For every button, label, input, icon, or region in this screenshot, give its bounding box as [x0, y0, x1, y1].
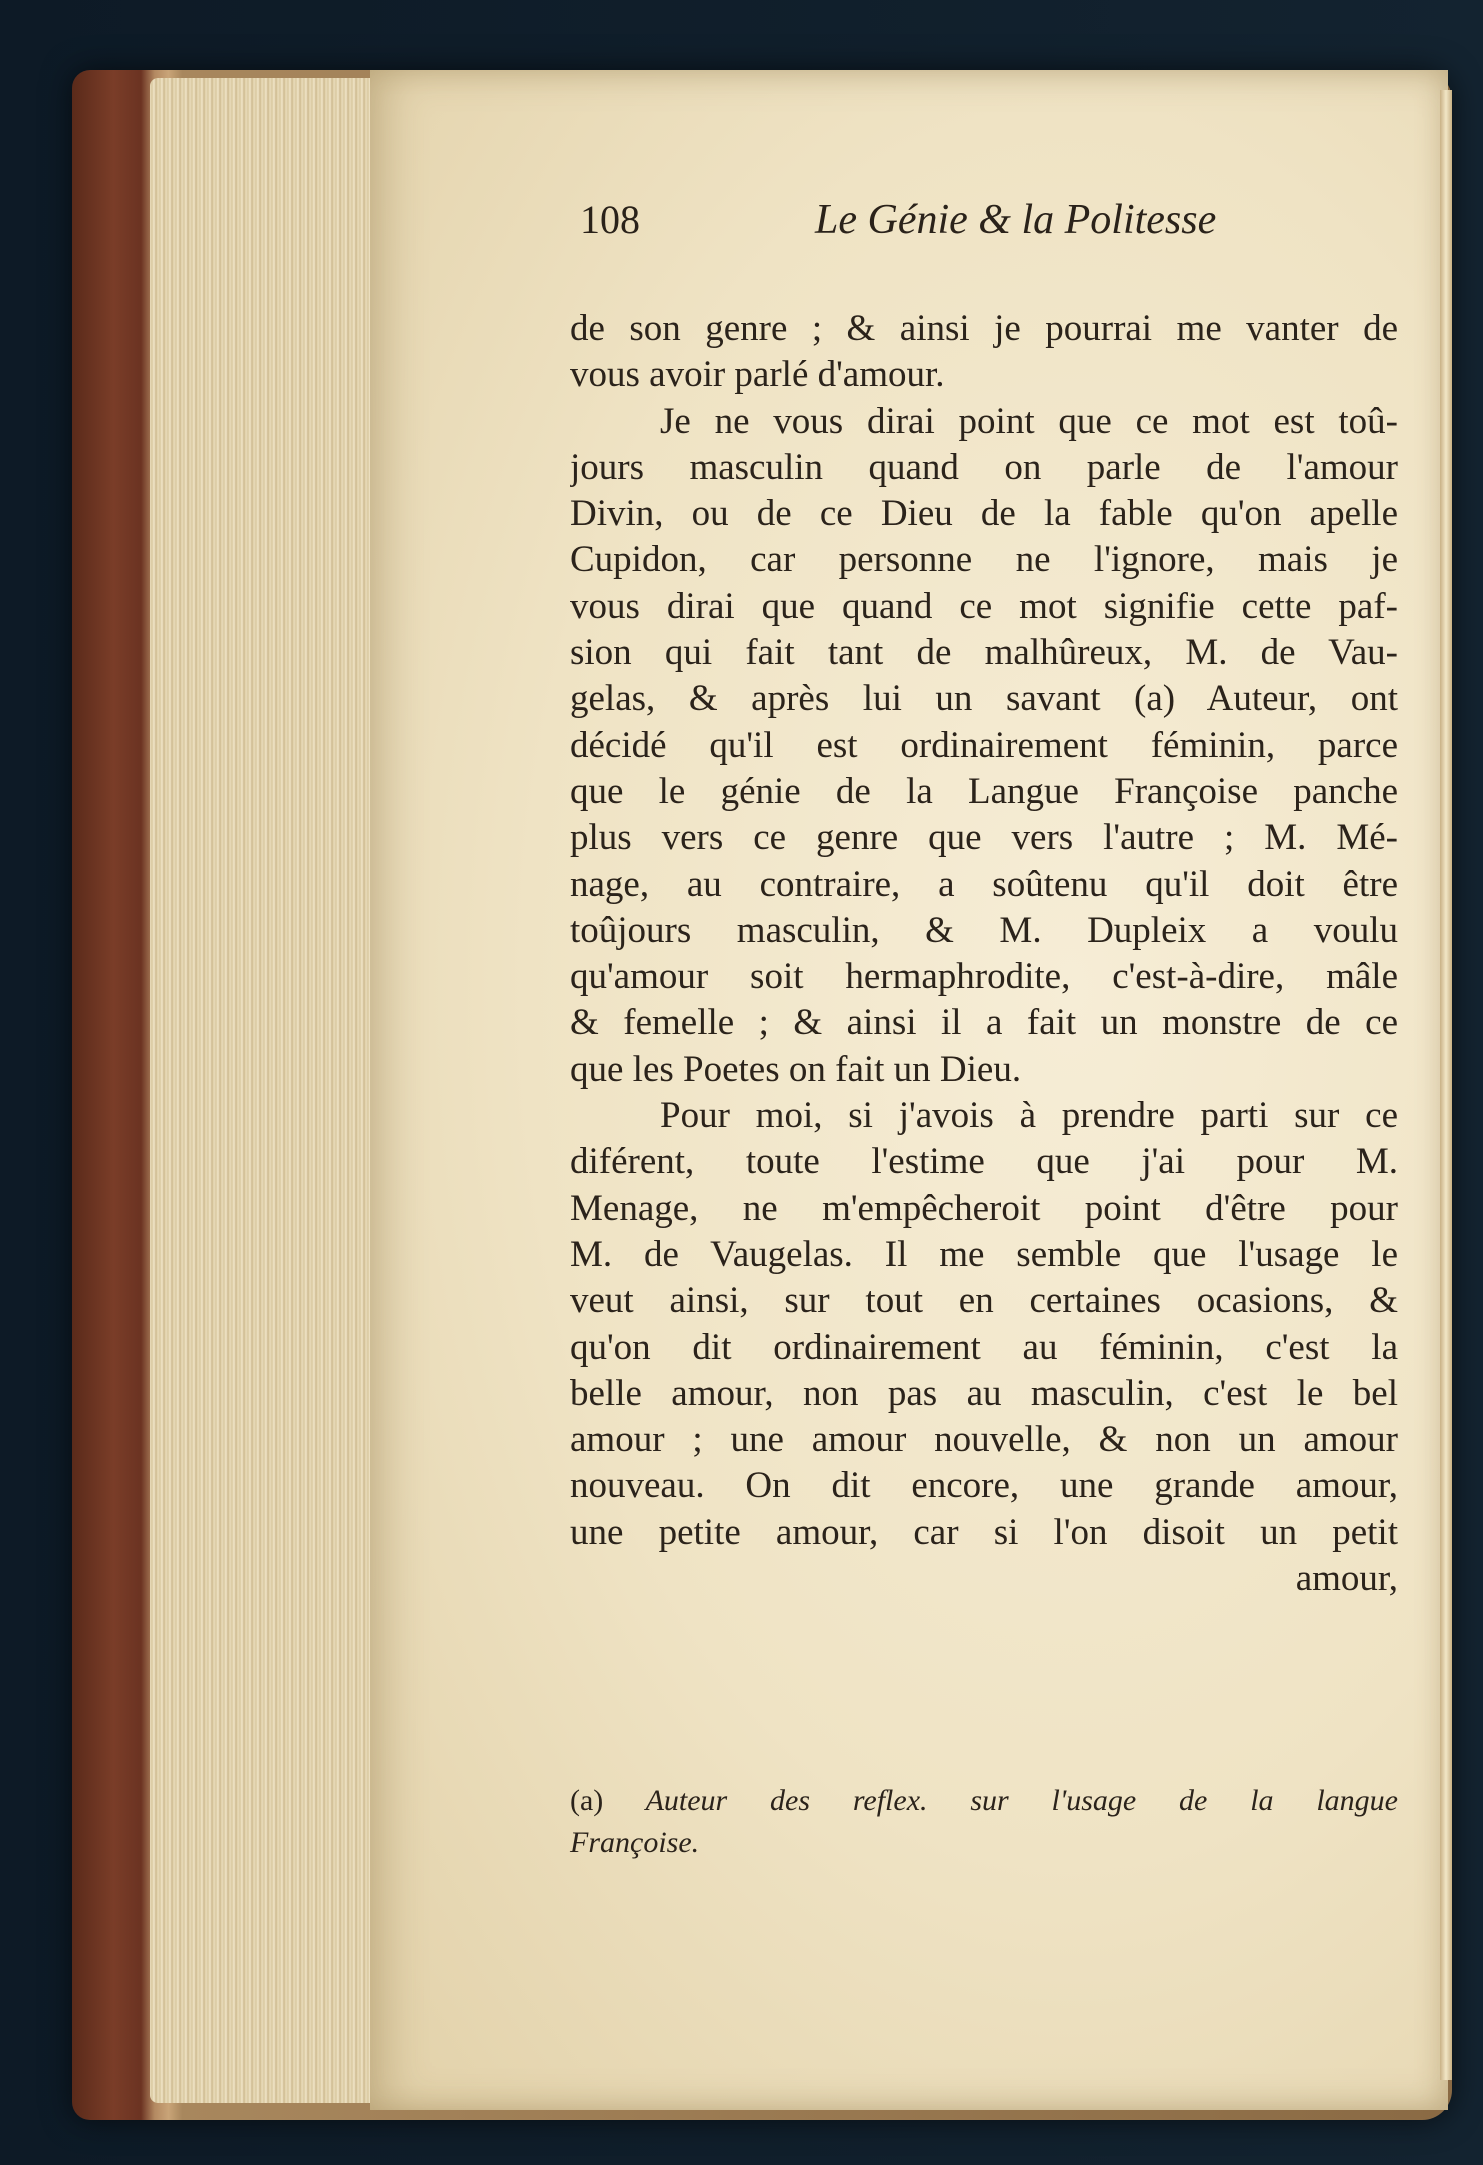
text-line: vous dirai que quand ce mot signifie cette paf- [570, 585, 1398, 627]
text-line: plus vers ce genre que vers l'autre ; M. Mé- [570, 817, 1398, 859]
text-line: que les Poetes on fait un Dieu. [570, 1048, 1022, 1090]
text-line: nouveau. On dit encore, une grande amour, [570, 1465, 1398, 1507]
footnote [570, 1780, 1398, 1864]
text-line: Cupidon, car personne ne l'ignore, mais je [570, 539, 1398, 581]
text-line: & femelle ; & ainsi il a fait un monstre de ce [570, 1002, 1398, 1044]
text-line: jours masculin quand on parle de l'amour [570, 446, 1398, 488]
page-edges [150, 78, 380, 2103]
text-line: Je ne vous dirai point que ce mot est toû- [660, 400, 1398, 442]
text-line: de son genre ; & ainsi je pourrai me vanter de [570, 308, 1398, 349]
text-line: diférent, toute l'estime que j'ai pour M. [570, 1141, 1398, 1183]
text-line: nage, au contraire, a soûtenu qu'il doit être [570, 863, 1398, 905]
catchword: amour, [1295, 1558, 1398, 1600]
right-page-edge [1440, 90, 1452, 2080]
footnote-line [570, 1780, 1398, 1822]
text-line: qu'amour soit hermaphrodite, c'est-à-dire, mâle [570, 956, 1398, 998]
text-line: belle amour, non pas au masculin, c'est le bel [570, 1372, 1398, 1414]
footnote-mark: (a) [570, 1784, 604, 1817]
text-line: qu'on dit ordinairement au féminin, c'est la [570, 1326, 1398, 1368]
text-line: M. de Vaugelas. Il me semble que l'usage le [570, 1233, 1398, 1275]
page-number: 108 [580, 197, 640, 242]
text-line: une petite amour, car si l'on disoit un petit [570, 1511, 1398, 1553]
body-text [570, 306, 1398, 1602]
text-line: vous avoir parlé d'amour. [570, 354, 945, 396]
text-line: veut ainsi, sur tout en certaines ocasions, & [570, 1280, 1398, 1322]
text-line: amour ; une amour nouvelle, & non un amour [570, 1419, 1398, 1461]
running-title: Le Génie & la Politesse [815, 197, 1217, 243]
text-line: gelas, & après lui un savant (a) Auteur, ont [570, 678, 1398, 720]
text-line: décidé qu'il est ordinairement féminin, parce [570, 724, 1398, 766]
text-line: sion qui fait tant de malhûreux, M. de Vau- [570, 632, 1398, 674]
text-line: Pour moi, si j'avois à prendre parti sur ce [660, 1095, 1398, 1137]
footnote-line: Françoise. [570, 1826, 700, 1859]
text-line: toûjours masculin, & M. Dupleix a voulu [570, 909, 1398, 951]
text-line: Menage, ne m'empêcheroit point d'être pour [570, 1187, 1398, 1229]
text-line: que le génie de la Langue Françoise panche [570, 770, 1398, 812]
footnote-text: Auteur des reflex. sur l'usage de la langue [645, 1784, 1398, 1817]
page-header [580, 196, 1280, 256]
text-line: Divin, ou de ce Dieu de la fable qu'on apelle [570, 493, 1398, 535]
